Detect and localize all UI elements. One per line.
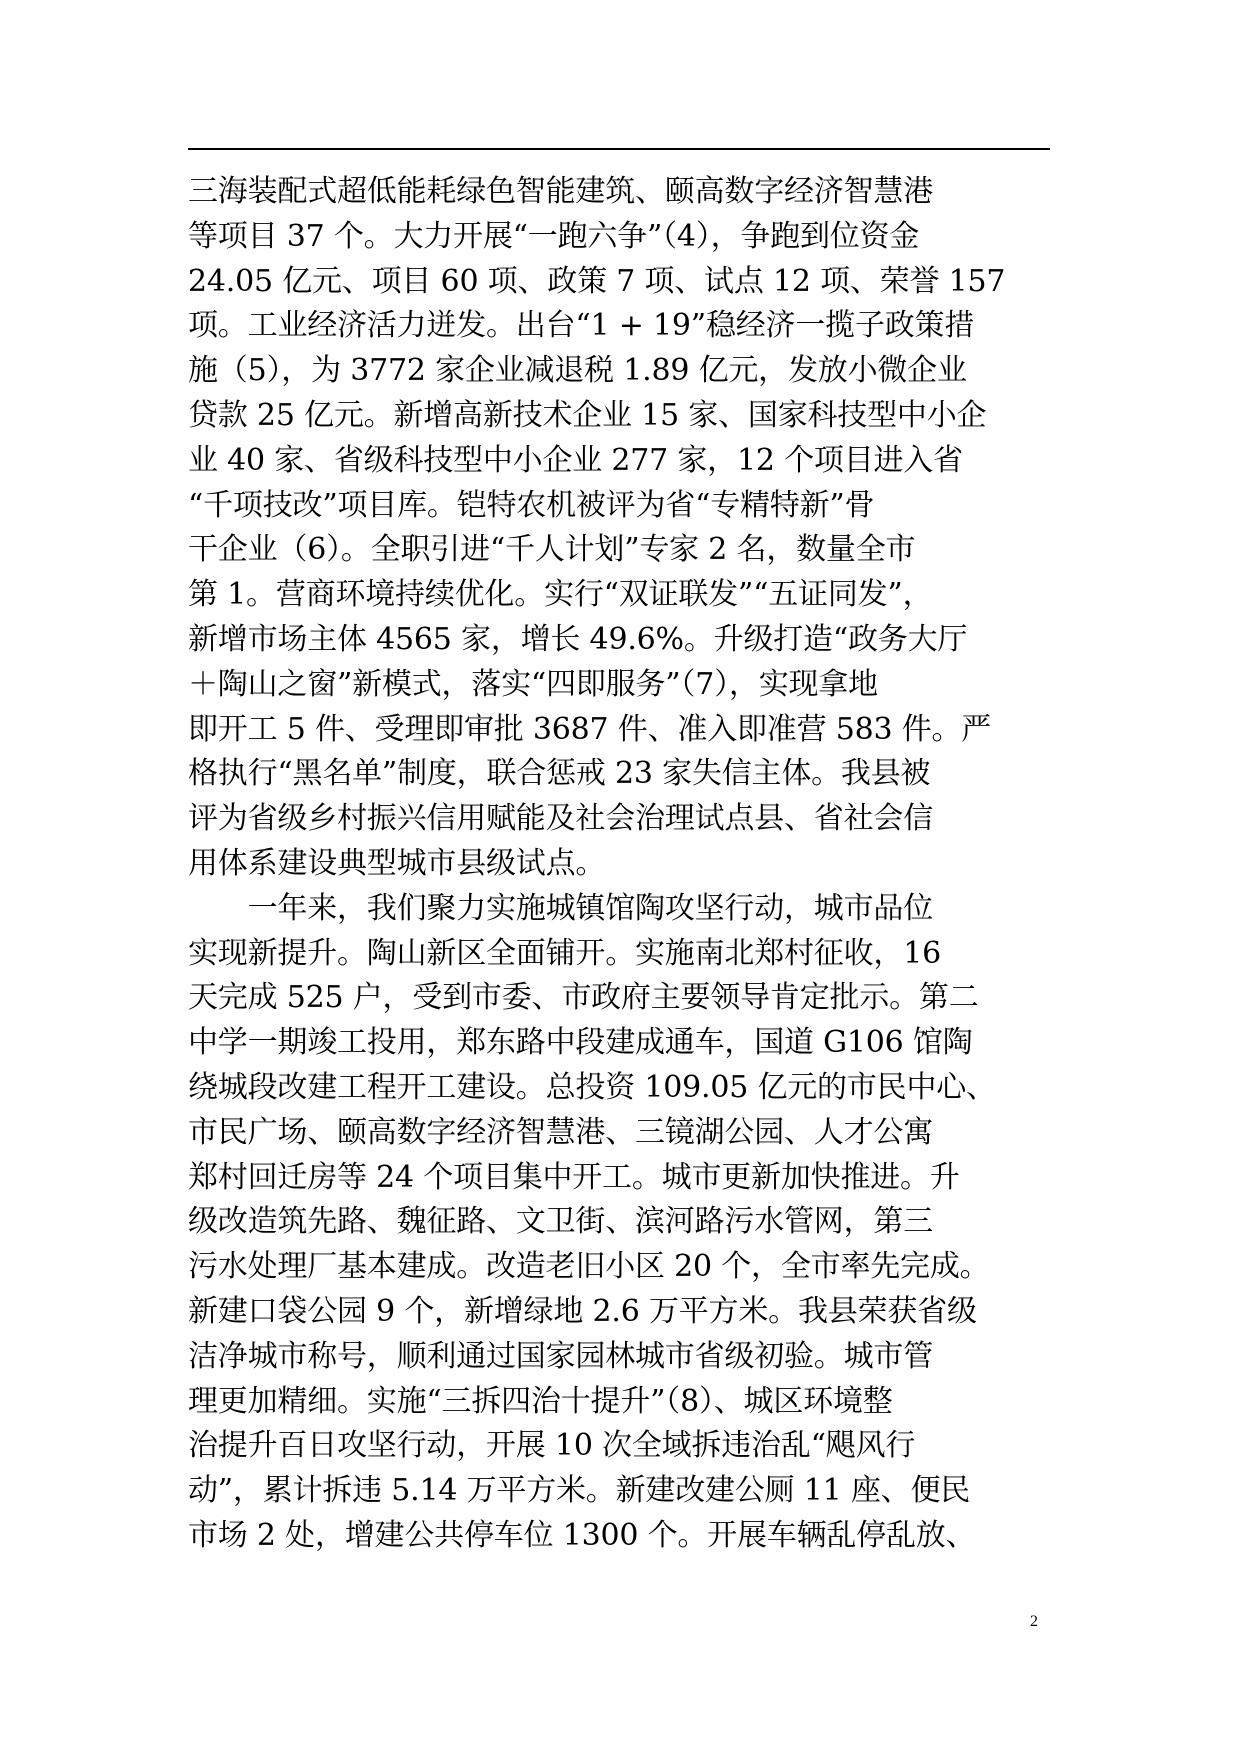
text-line: 污水处理厂基本建成。改造老旧小区 20 个，全市率先完成。 [188,1249,990,1285]
text-line: 等项目 37 个。大力开展“一跑六争”（4），争跑到位资金 [188,218,920,254]
text-line: 中学一期竣工投用，郑东路中段建成通车，国道 G106 馆陶 [188,1025,973,1061]
text-line: 新建口袋公园 9 个，新增绿地 2.6 万平方米。我县荣获省级 [188,1293,977,1329]
text-line: ＋陶山之窗”新模式，落实“四即服务”（7），实现拿地 [188,666,878,702]
text-line: 理更加精细。实施“三拆四治十提升”（8）、城区环境整 [188,1383,893,1419]
text-line: 市民广场、颐高数字经济智慧港、三镜湖公园、人才公寓 [188,1114,933,1150]
text-line: 项。工业经济活力迸发。出台“1 + 19”稳经济一揽子政策措 [188,308,975,344]
text-line: 即开工 5 件、受理即审批 3687 件、准入即准营 583 件。严 [188,711,992,747]
text-line: 干企业（6）。全职引进“千人计划”专家 2 名，数量全市 [188,532,916,568]
text-line: 绕城段改建工程开工建设。总投资 109.05 亿元的市民中心、 [188,1069,996,1105]
text-line: 评为省级乡村振兴信用赋能及社会治理试点县、省社会信 [188,801,933,837]
text-line: 动”，累计拆违 5.14 万平方米。新建改建公厕 11 座、便民 [188,1473,971,1509]
text-line: 贷款 25 亿元。新增高新技术企业 15 家、国家科技型中小企 [188,397,987,433]
text-line: 实现新提升。陶山新区全面铺开。实施南北郑村征收，16 [188,935,941,971]
text-line: 洁净城市称号，顺利通过国家园林城市省级初验。城市管 [188,1338,933,1374]
text-line: 治提升百日攻坚行动，开展 10 次全域拆违治乱“飓风行 [188,1428,916,1464]
text-line: 业 40 家、省级科技型中小企业 277 家，12 个项目进入省 [188,442,963,478]
text-line: 级改造筑先路、魏征路、文卫街、滨河路污水管网，第三 [188,1204,933,1240]
text-line: 三海装配式超低能耗绿色智能建筑、颐高数字经济智慧港 [188,174,933,209]
text-line: 格执行“黑名单”制度，联合惩戒 23 家失信主体。我县被 [188,756,931,792]
paragraph-start-line: 一年来，我们聚力实施城镇馆陶攻坚行动，城市品位 [188,890,933,926]
text-line: 24.05 亿元、项目 60 项、政策 7 项、试点 12 项、荣誉 157 [188,263,1006,299]
text-line: 施（5），为 3772 家企业减退税 1.89 亿元，发放小微企业 [188,353,967,389]
text-line: “千项技改”项目库。铠特农机被评为省“专精特新”骨 [188,487,875,523]
header-rule [188,148,1050,150]
text-line: 新增市场主体 4565 家，增长 49.6%。升级打造“政务大厅 [188,621,968,657]
text-line: 用体系建设典型城市县级试点。 [188,845,606,881]
document-body [188,170,1068,1559]
text-line: 天完成 525 户，受到市委、市政府主要领导肯定批示。第二 [188,980,979,1016]
text-line: 第 1。营商环境持续优化。实行“双证联发”“五证同发”， [188,577,933,613]
text-line: 市场 2 处，增建公共停车位 1300 个。开展车辆乱停乱放、 [188,1517,976,1553]
page-number: 2 [1030,1613,1038,1630]
text-line: 郑村回迁房等 24 个项目集中开工。城市更新加快推进。升 [188,1159,960,1195]
